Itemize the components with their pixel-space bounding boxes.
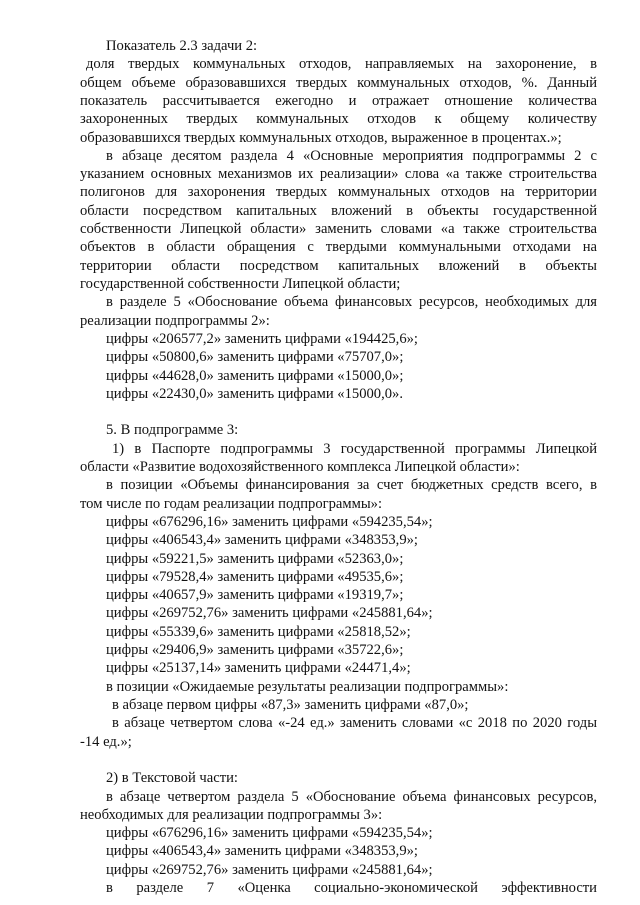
text-line: цифры «406543,4» заменить цифрами «348353,9»; <box>106 532 418 549</box>
text-line: цифры «59221,5» заменить цифрами «52363,0»; <box>106 550 404 567</box>
text-line: полигонов для захоронения твердых коммунальных отходов на территории <box>80 184 597 201</box>
text-line: в абзаце первом цифры «87,3» заменить цифрами «87,0»; <box>112 697 469 713</box>
text-line: общем объеме образовавшихся твердых коммунальных отходов, %. Данный <box>80 74 597 91</box>
text-line: показатель рассчитывается ежегодно и отражает отношение количества <box>80 92 597 109</box>
text-line: цифры «269752,76» заменить цифрами «245881,64»; <box>106 861 433 878</box>
text-line: цифры «406543,4» заменить цифрами «348353,9»; <box>106 843 418 860</box>
text-line: цифры «676296,16» заменить цифрами «594235,54»; <box>106 513 433 530</box>
text-line: объектов в области обращения с твердыми коммунальными отходами на <box>80 239 597 256</box>
text-line: цифры «22430,0» заменить цифрами «15000,0». <box>106 385 403 402</box>
text-line: цифры «40657,9» заменить цифрами «19319,7»; <box>106 587 404 604</box>
text-line: области «Развитие водохозяйственного комплекса Липецкой области»: <box>80 459 520 475</box>
text-line: доля твердых коммунальных отходов, направляемых на захоронение, в <box>86 56 597 73</box>
text-line: необходимых для реализации подпрограммы 3»: <box>80 806 383 823</box>
text-line: в разделе 7 «Оценка социально-экономической эффективности <box>106 880 597 896</box>
text-line: -14 ед.»; <box>80 733 132 750</box>
text-line: в абзаце десятом раздела 4 «Основные мероприятия подпрограммы 2 с <box>106 147 597 164</box>
text-line: государственной собственности Липецкой области; <box>80 276 401 292</box>
text-line: захороненных твердых коммунальных отходов к общему количеству <box>80 111 597 128</box>
text-line: реализации подпрограммы 2»: <box>80 312 270 329</box>
indicator-heading: Показатель 2.3 задачи 2: <box>106 38 258 54</box>
text-line: территории области посредством капитальных вложений в объекты <box>80 257 597 274</box>
text-line: цифры «29406,9» заменить цифрами «35722,6»; <box>106 642 404 658</box>
text-line: цифры «25137,14» заменить цифрами «24471,4»; <box>106 660 411 677</box>
text-line: в разделе 5 «Обоснование объема финансовых ресурсов, необходимых для <box>106 294 597 311</box>
text-line: цифры «676296,16» заменить цифрами «594235,54»; <box>106 825 433 842</box>
section-heading: 5. В подпрограмме 3: <box>106 422 239 439</box>
text-line: в позиции «Объемы финансирования за счет бюджетных средств всего, в <box>106 477 597 494</box>
text-line: в позиции «Ожидаемые результаты реализации подпрограммы»: <box>106 678 509 695</box>
text-line: том числе по годам реализации подпрограммы»: <box>80 495 383 512</box>
text-line: цифры «50800,6» заменить цифрами «75707,0»; <box>106 349 404 366</box>
text-line: в абзаце четвертом раздела 5 «Обоснование объема финансовых ресурсов, <box>106 788 597 805</box>
text-line: цифры «44628,0» заменить цифрами «15000,0»; <box>106 367 404 384</box>
text-line: цифры «55339,6» заменить цифрами «25818,52»; <box>106 623 411 640</box>
section-heading: 2) в Текстовой части: <box>106 770 238 787</box>
text-line: 1) в Паспорте подпрограммы 3 государственной программы Липецкой <box>112 440 597 457</box>
text-line: образовавшихся твердых коммунальных отходов, выраженное в процентах.»; <box>80 129 562 146</box>
text-line: цифры «269752,76» заменить цифрами «245881,64»; <box>106 605 433 622</box>
text-line: цифры «79528,4» заменить цифрами «49535,6»; <box>106 568 404 585</box>
text-line: указанием основных механизмов их реализации» слова «а также строительства <box>80 166 597 183</box>
text-line: области посредством капитальных вложений в объекты государственной <box>80 202 597 219</box>
text-line: собственности Липецкой области» заменить словами «а также строительства <box>80 221 597 237</box>
text-line: цифры «206577,2» заменить цифрами «194425,6»; <box>106 330 418 347</box>
text-line: в абзаце четвертом слова «-24 ед.» заменить словами «с 2018 по 2020 годы <box>112 715 597 732</box>
